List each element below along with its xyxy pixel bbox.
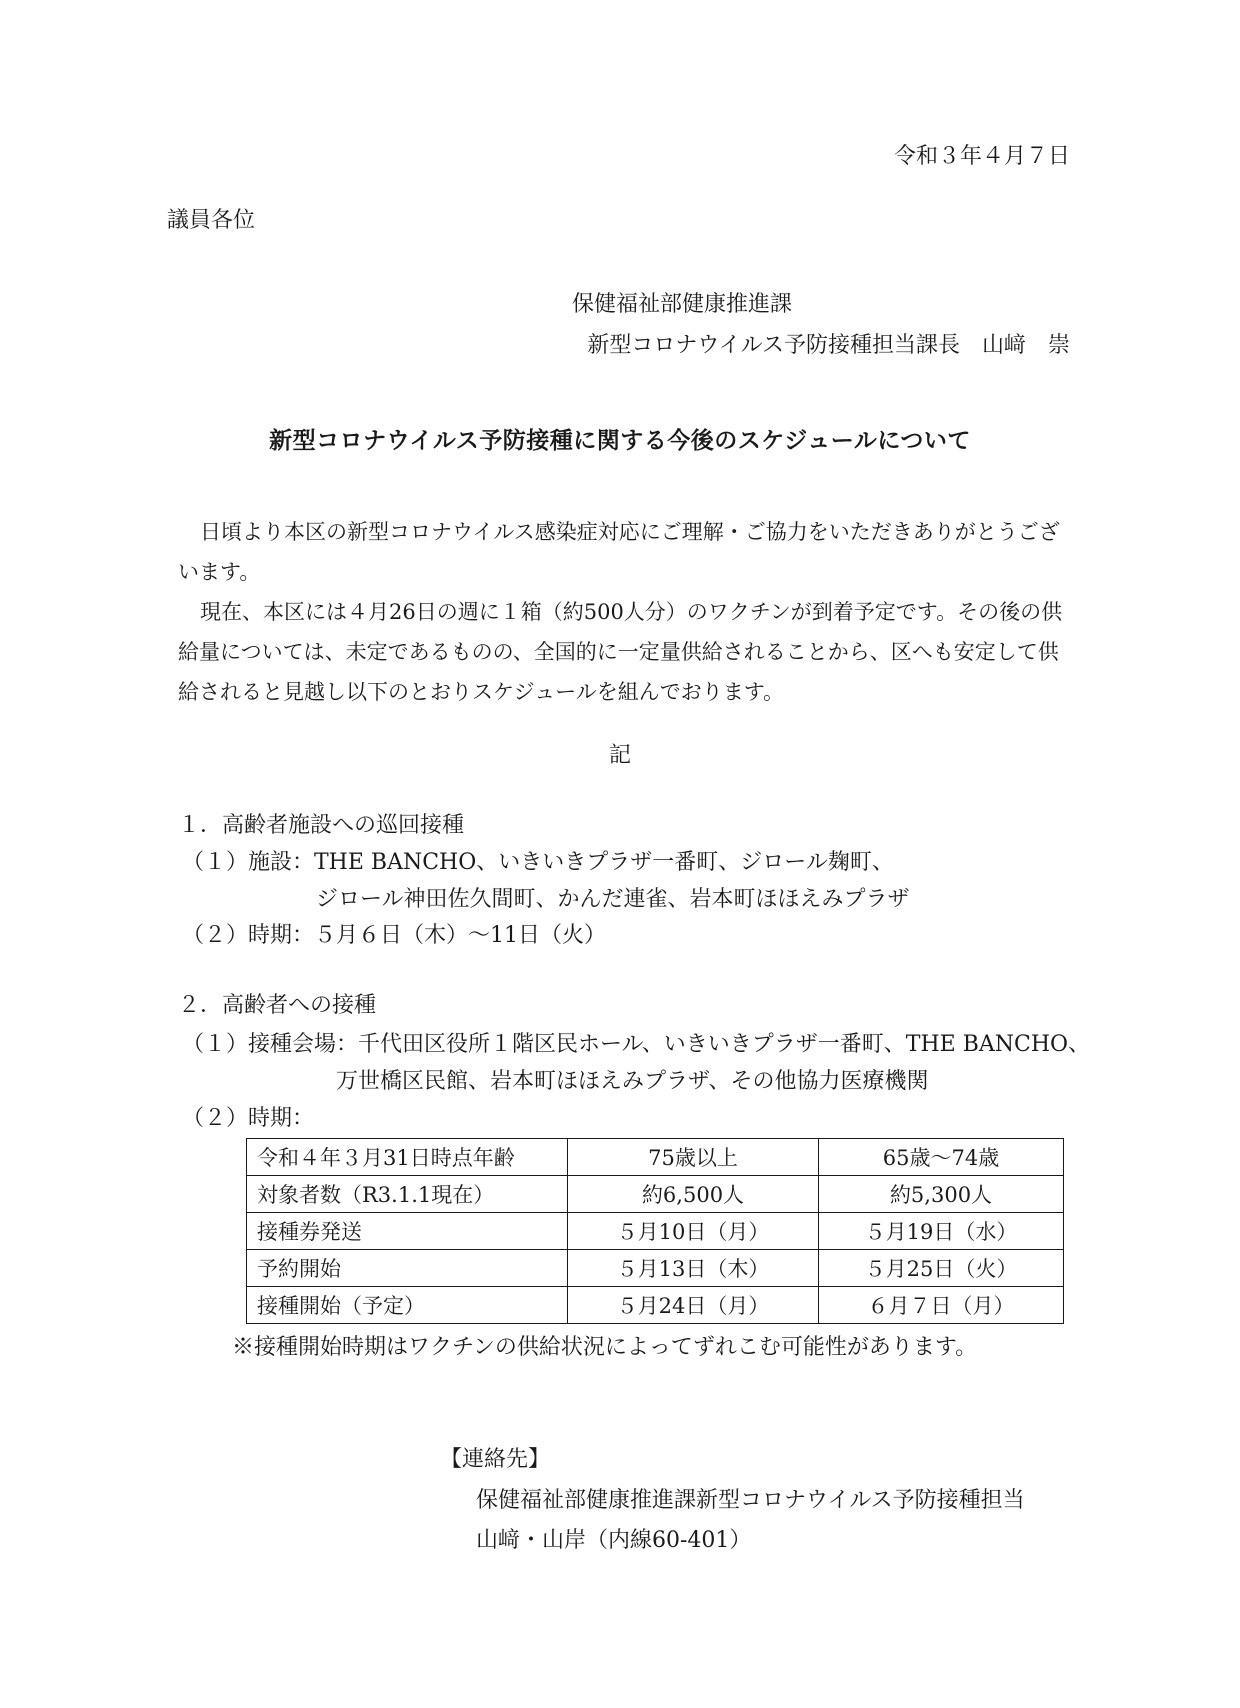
- table-cell: ５月10日（月）: [568, 1213, 819, 1250]
- section1-period: 時期：５月６日（木）～11日（火）: [248, 923, 606, 948]
- table-cell: 対象者数（R3.1.1現在）: [247, 1176, 568, 1213]
- intro-paragraph-2: 現在、本区には４月26日の週に１箱（約500人分）のワクチンが到着予定です。その後の供給量については、未定であるものの、全国的に一定量供給されることから、区へも安定して供給されると見越し以下のとおりスケジュールを組んでおります。: [178, 600, 1063, 704]
- table-cell: 75歳以上: [568, 1139, 819, 1176]
- section2-heading: ２．高齢者への接種: [178, 993, 377, 1018]
- section1-heading: １．高齢者施設への巡回接種: [178, 813, 465, 838]
- intro-paragraph-1: 日頃より本区の新型コロナウイルス感染症対応にご理解・ご協力をいただきありがとうございます。: [178, 520, 1060, 584]
- document-date: 令和３年４月７日: [893, 144, 1070, 169]
- table-cell: 接種券発送: [247, 1213, 568, 1250]
- table-row: [247, 1287, 1064, 1324]
- section1-facilities-line2: ジロール神田佐久間町、かんだ連雀、岩本町ほほえみプラザ: [316, 887, 910, 912]
- table-cell: ５月19日（水）: [819, 1213, 1064, 1250]
- table-cell: 約6,500人: [568, 1176, 819, 1213]
- table-cell: ５月25日（火）: [819, 1250, 1064, 1287]
- sender-department: 保健福祉部健康推進課: [572, 292, 793, 317]
- section1-item2-label: （２）: [182, 923, 249, 948]
- schedule-note: ※接種開始時期はワクチンの供給状況によってずれこむ可能性があります。: [232, 1335, 978, 1360]
- sender-person: 新型コロナウイルス予防接種担当課長 山﨑 崇: [587, 333, 1070, 358]
- contact-label: 【連絡先】: [440, 1447, 551, 1472]
- table-cell: 令和４年３月31日時点年齢: [247, 1139, 568, 1176]
- table-row: [247, 1176, 1064, 1213]
- section2-venues-line2: 万世橋区民館、岩本町ほほえみプラザ、その他協力医療機関: [336, 1069, 929, 1094]
- table-cell: ５月24日（月）: [568, 1287, 819, 1324]
- table-cell: ６月７日（月）: [819, 1287, 1064, 1324]
- table-cell: 65歳～74歳: [819, 1139, 1064, 1176]
- intro-paragraphs: [178, 512, 1068, 712]
- section2-item2-label: （２）: [182, 1106, 249, 1131]
- table-row: [247, 1213, 1064, 1250]
- document-title: 新型コロナウイルス予防接種に関する今後のスケジュールについて: [269, 427, 971, 454]
- table-row: [247, 1250, 1064, 1287]
- table-cell: ５月13日（木）: [568, 1250, 819, 1287]
- table-cell: 約5,300人: [819, 1176, 1064, 1213]
- section1-item1-label: （１）: [182, 850, 249, 875]
- section2-item1-label: （１）: [182, 1032, 249, 1057]
- contact-persons: 山﨑・山岸（内線60-401）: [476, 1528, 752, 1553]
- table-cell: 予約開始: [247, 1250, 568, 1287]
- addressee: 議員各位: [167, 208, 256, 233]
- table-cell: 接種開始（予定）: [247, 1287, 568, 1324]
- table-row: [247, 1139, 1064, 1176]
- contact-department: 保健福祉部健康推進課新型コロナウイルス予防接種担当: [476, 1488, 1025, 1513]
- section1-facilities-line1: 施設：THE BANCHO、いきいきプラザ一番町、ジロール麹町、: [248, 850, 894, 875]
- section2-venues-line1: 接種会場：千代田区役所１階区民ホール、いきいきプラザ一番町、THE BANCHO、: [248, 1032, 1091, 1057]
- section2-period-label: 時期：: [248, 1106, 315, 1131]
- schedule-table: [246, 1138, 1064, 1324]
- ki-marker: 記: [608, 743, 631, 768]
